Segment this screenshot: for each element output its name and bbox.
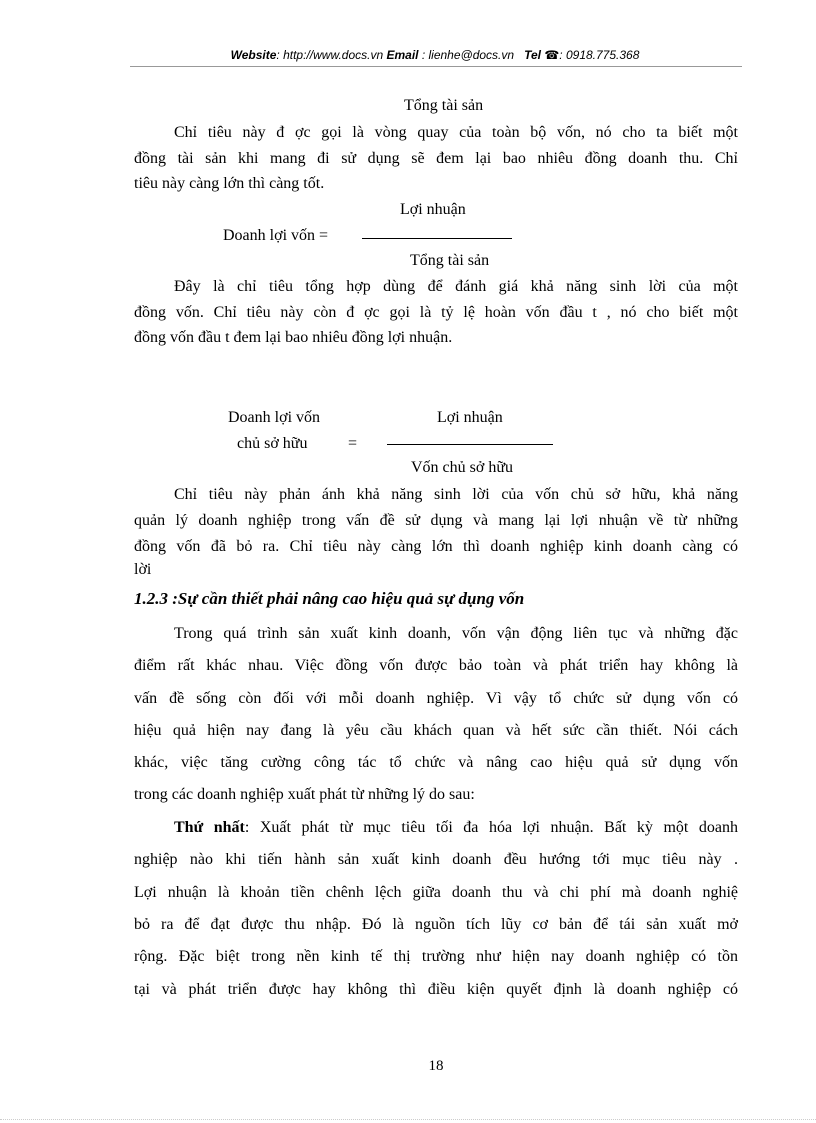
tel-label: Tel — [524, 48, 541, 62]
paragraph-line: Lợi nhuận là khoản tiền chênh lệch giữa doanh thu và chi phí mà doanh nghiệ — [134, 884, 738, 901]
formula2-label-line1: Doanh lợi vốn — [228, 409, 321, 426]
formula2-label-line2: chủ sở hữu — [237, 435, 308, 452]
formula1-label: Doanh lợi vốn = — [223, 227, 329, 244]
formula1-fraction-line — [362, 238, 512, 239]
website-label: Website — [230, 48, 277, 62]
section-heading: 1.2.3 :Sự cần thiết phải nâng cao hiệu quả sự dụng vốn — [134, 589, 525, 608]
formula1-denominator: Tổng tài sản — [410, 252, 490, 269]
paragraph-line: nghiệp nào khi tiến hành sản xuất kinh doanh đều hướng tới mục tiêu này . — [134, 851, 738, 868]
paragraph-line: đồng vốn. Chỉ tiêu này còn đ ợc gọi là tỷ lệ hoàn vốn đầu t , nó cho biết một — [134, 304, 738, 321]
formula2-fraction-line — [387, 444, 553, 445]
bottom-dotted-rule — [0, 1119, 816, 1120]
email-label: Email — [386, 48, 419, 62]
paragraph-line: đồng tài sản khi mang đi sử dụng sẽ đem lại bao nhiêu đồng doanh thu. Chỉ — [134, 150, 738, 167]
tel-value: : 0918.775.368 — [559, 48, 640, 62]
paragraph-line: Chỉ tiêu này phản ánh khả năng sinh lời của vốn chủ sở hữu, khả năng — [174, 486, 738, 503]
paragraph-line: tại và phát triển được hay không thì điều kiện quyết định là doanh nghiệp có — [134, 981, 738, 998]
paragraph-line: đồng vốn đã bỏ ra. Chỉ tiêu này càng lớn thì doanh nghiệp kinh doanh càng có — [134, 538, 738, 555]
paragraph-line: tiêu này càng lớn thì càng tốt. — [134, 175, 325, 192]
paragraph-line: đồng vốn đầu t đem lại bao nhiêu đồng lợi nhuận. — [134, 329, 453, 346]
fraction-denominator-1: Tổng tài sản — [404, 97, 484, 114]
header-rule — [130, 66, 742, 67]
paragraph-line: bỏ ra để đạt được thu nhập. Đó là nguồn tích lũy cơ bản để tái sản xuất mở — [134, 916, 738, 933]
paragraph-line: điểm rất khác nhau. Việc đồng vốn được bảo toàn và phát triển hay không là — [134, 657, 738, 674]
paragraph-line: khác, việc tăng cường công tác tổ chức và nâng cao hiệu quả sử dụng vốn — [134, 754, 738, 771]
formula1-numerator: Lợi nhuận — [400, 201, 466, 218]
paragraph-line: Chỉ tiêu này đ ợc gọi là vòng quay của toàn bộ vốn, nó cho ta biết một — [174, 124, 738, 141]
formula2-denominator: Vốn chủ sở hữu — [411, 459, 514, 476]
website-value: : http://www.docs.vn — [276, 48, 384, 62]
paragraph-line: rộng. Đặc biệt trong nền kinh tế thị trường như hiện nay doanh nghiệp có tồn — [134, 948, 738, 965]
paragraph-line: lời — [134, 561, 152, 578]
page-number: 18 — [428, 1058, 444, 1074]
paragraph-line: quản lý doanh nghiệp trong vấn đề sử dụng và mang lại lợi nhuận về từ những — [134, 512, 738, 529]
formula2-equals: = — [348, 435, 358, 452]
phone-icon: ☎ — [544, 48, 560, 62]
page-header — [130, 48, 740, 62]
paragraph-line: trong các doanh nghiệp xuất phát từ những lý do sau: — [134, 786, 475, 803]
paragraph-line: hiệu quả hiện nay đang là yêu cầu khách quan và hết sức cần thiết. Nói cách — [134, 722, 738, 739]
paragraph-line: Đây là chỉ tiêu tổng hợp dùng để đánh giá khả năng sinh lời của một — [174, 278, 738, 295]
paragraph-line: vấn đề sống còn đối với mỗi doanh nghiệp. Vì vậy tổ chức sử dụng vốn có — [134, 690, 738, 707]
formula2-numerator: Lợi nhuận — [437, 409, 503, 426]
paragraph-line — [174, 819, 738, 837]
paragraph-line-rest: : Xuất phát từ mục tiêu tối đa hóa lợi nhuận. Bất kỳ một doanh — [244, 819, 738, 836]
paragraph-line: Trong quá trình sản xuất kinh doanh, vốn vận động liên tục và những đặc — [174, 625, 738, 642]
lead-term: Thứ nhất — [174, 819, 245, 836]
email-value: : lienhe@docs.vn — [418, 48, 515, 62]
